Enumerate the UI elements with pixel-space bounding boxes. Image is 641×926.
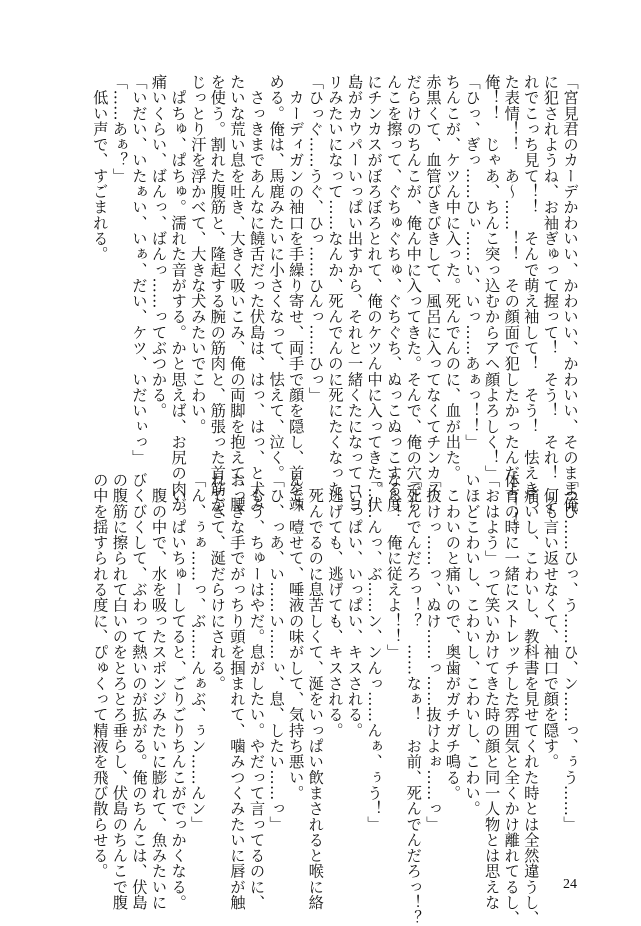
text-line: もう、ちゅーはやだ。息がしたい。やだって言ってるのに、 [247,472,266,911]
text-line: んで、噎せて、唾液の味がして、気持ち悪い。 [286,472,305,801]
text-line: 赤黒くて、血管びきびきして、風呂に入ってなくてチンカス [423,74,442,497]
text-line: 「つひ……ひっ、う……ひ、ン……っ、ぅう……」 [561,472,579,832]
text-line: ちんこが、ケツん中に入った。死んでんのに、血が出た。 [443,74,462,481]
text-line: れでこっち見て！！ そんで萌え袖して！ そう！ 怯えきっ [521,74,540,513]
text-line: れてきて、涎だらけにされる。 [208,472,227,692]
text-line: びくびくして、ぶわって熱いのが拡がる。俺のちんこは、伏島 [129,472,148,911]
text-line: 「抜けっ……っ、ぬけ……っ……抜けよぉ……っ」 [423,472,442,832]
text-line: んこを擦って、ぐちゅぐちゅ、ぐちぐち、ぬっこぬっこする度 [384,74,403,513]
text-line: 島がカウパーいっぱい出すから、それと一緒くたになってコヨ [345,74,364,513]
text-line: 体育の時に一緒にストレッチした雰囲気と全くかけ離れてるし、 [502,472,521,926]
text-line: 逃げても、逃げても、キスされる。 [325,472,344,739]
text-line: 「いだい、いたぁい、いぁ、だい、ケツ、いだいぃっ」 [129,74,148,466]
text-line: なら！ 俺に従えよ！！」 [384,472,403,660]
text-line: 痛いくらい、ばんっ、ばんっ……ってぶつかる。 [149,74,168,419]
text-line: だらけのちんこが、俺ん中に入ってきた。そんで、俺の穴でち [404,74,423,513]
text-line: 「ん、ぅぁ……っ、ぶ……んぁぶ、ぅン……んン」 [188,472,207,832]
text-line: 何も言い返せなくて、袖口で顔を隠す。 [541,472,560,770]
text-line: ぱちゅ、ぱちゅ。濡れた音がする。かと思えば、お尻の肉が [169,74,188,513]
text-line: リみたいになって……なんか、死んでんのに死にたくなった。 [325,74,344,513]
text-line: 低い声で、すごまれる。 [90,74,109,262]
text-line: の中を揺すられる度に、ぴゅくって精液を飛び散らせる。 [90,472,109,879]
text-line: 「おはよう」って笑いかけてきた時の顔と同一人物とは思えな [482,472,501,911]
text-line: 「……あぁ？」 [110,74,129,184]
text-line: じっとり汗を浮かべて、大きな犬みたいでこわい。 [188,74,207,434]
text-line: に犯されようね、お袖ぎゅって握って！ そう！ それ！ そ [541,74,560,513]
text-line: 俺！！ じゃあ、ちんこ突っ込むからアヘ顔よろしく！」 [482,74,501,481]
text-line: たいな荒い息を吐き、大きく吸いこみ、俺の両脚を抱えて、腰 [227,74,246,513]
text-line: を使う。割れた腹筋と、隆起する腕の筋肉と、筋張った首筋が、 [208,74,227,528]
text-line: める。俺は、馬鹿みたいに小さくなって、怯えて、泣く。 [267,74,286,481]
text-line: カーディガンの袖口を手繰り寄せ、両手で顔を隠し、首を竦 [286,74,305,513]
text-column-top [89,74,579,528]
text-line: いっぱい、いっぱい、キスされる。 [345,472,364,739]
text-line: 「ひっ、ぎっ……ひぃ……い、いっ……あぁっ！！」 [463,74,482,450]
text-line: 「死んでんだろっ！？ ……なぁ！ お前、死んでんだろっ！？ [404,472,423,926]
text-line: 「宮見君のカーデかわいい、かわいい、かわいい、そのまま俺 [561,74,579,513]
text-line: 「ひっぐ……うぐ、ひっ……ひんっ……ひっ」 [306,74,325,403]
text-line: 「……んっ、ぶ……ン、ンんっ……んぁ、ぅう！」 [365,472,384,832]
text-line: いっぱいちゅーしてると、ごりごりちんこがでっかくなる。 [169,472,188,911]
text-line: にチンカスがぼろぼろとれて、俺のケツん中に入ってきた。伏 [365,74,384,513]
text-line: 「ひ、っあ、い……い……ぃ、息、したい……っ」 [267,472,286,832]
page-number: 24 [563,877,577,892]
text-line: いほどこわいし、こわいし、こわいし、こわい。 [463,472,482,817]
text-line: の腹筋に擦られて白いのをとろとろ垂らし、伏島のちんこで腹 [110,472,129,911]
text-line: 死んでるのに息苦しくて、涎をいっぱい飲まされると喉に絡 [306,472,325,911]
text-line: こわいのと痛いので、奥歯がガチガチ鳴る。 [443,472,462,801]
text-line: おっきな手でがっちり頭を掴まれて、噛みつくみたいに唇が触 [227,472,246,911]
text-line: さっきまであんなに饒舌だった伏島は、はっ、はっ、と犬み [247,74,266,513]
text-line: 痛いし、こわいし、教科書を見せてくれた時とは全然違うし、 [521,472,540,926]
text-line: た表情！！ あ〜……！！ その顔面で犯したかったんだよ！！ [502,74,521,528]
text-line: 腹の中で、水を吸ったスポンジみたいに膨れて、魚みたいに [149,472,168,911]
